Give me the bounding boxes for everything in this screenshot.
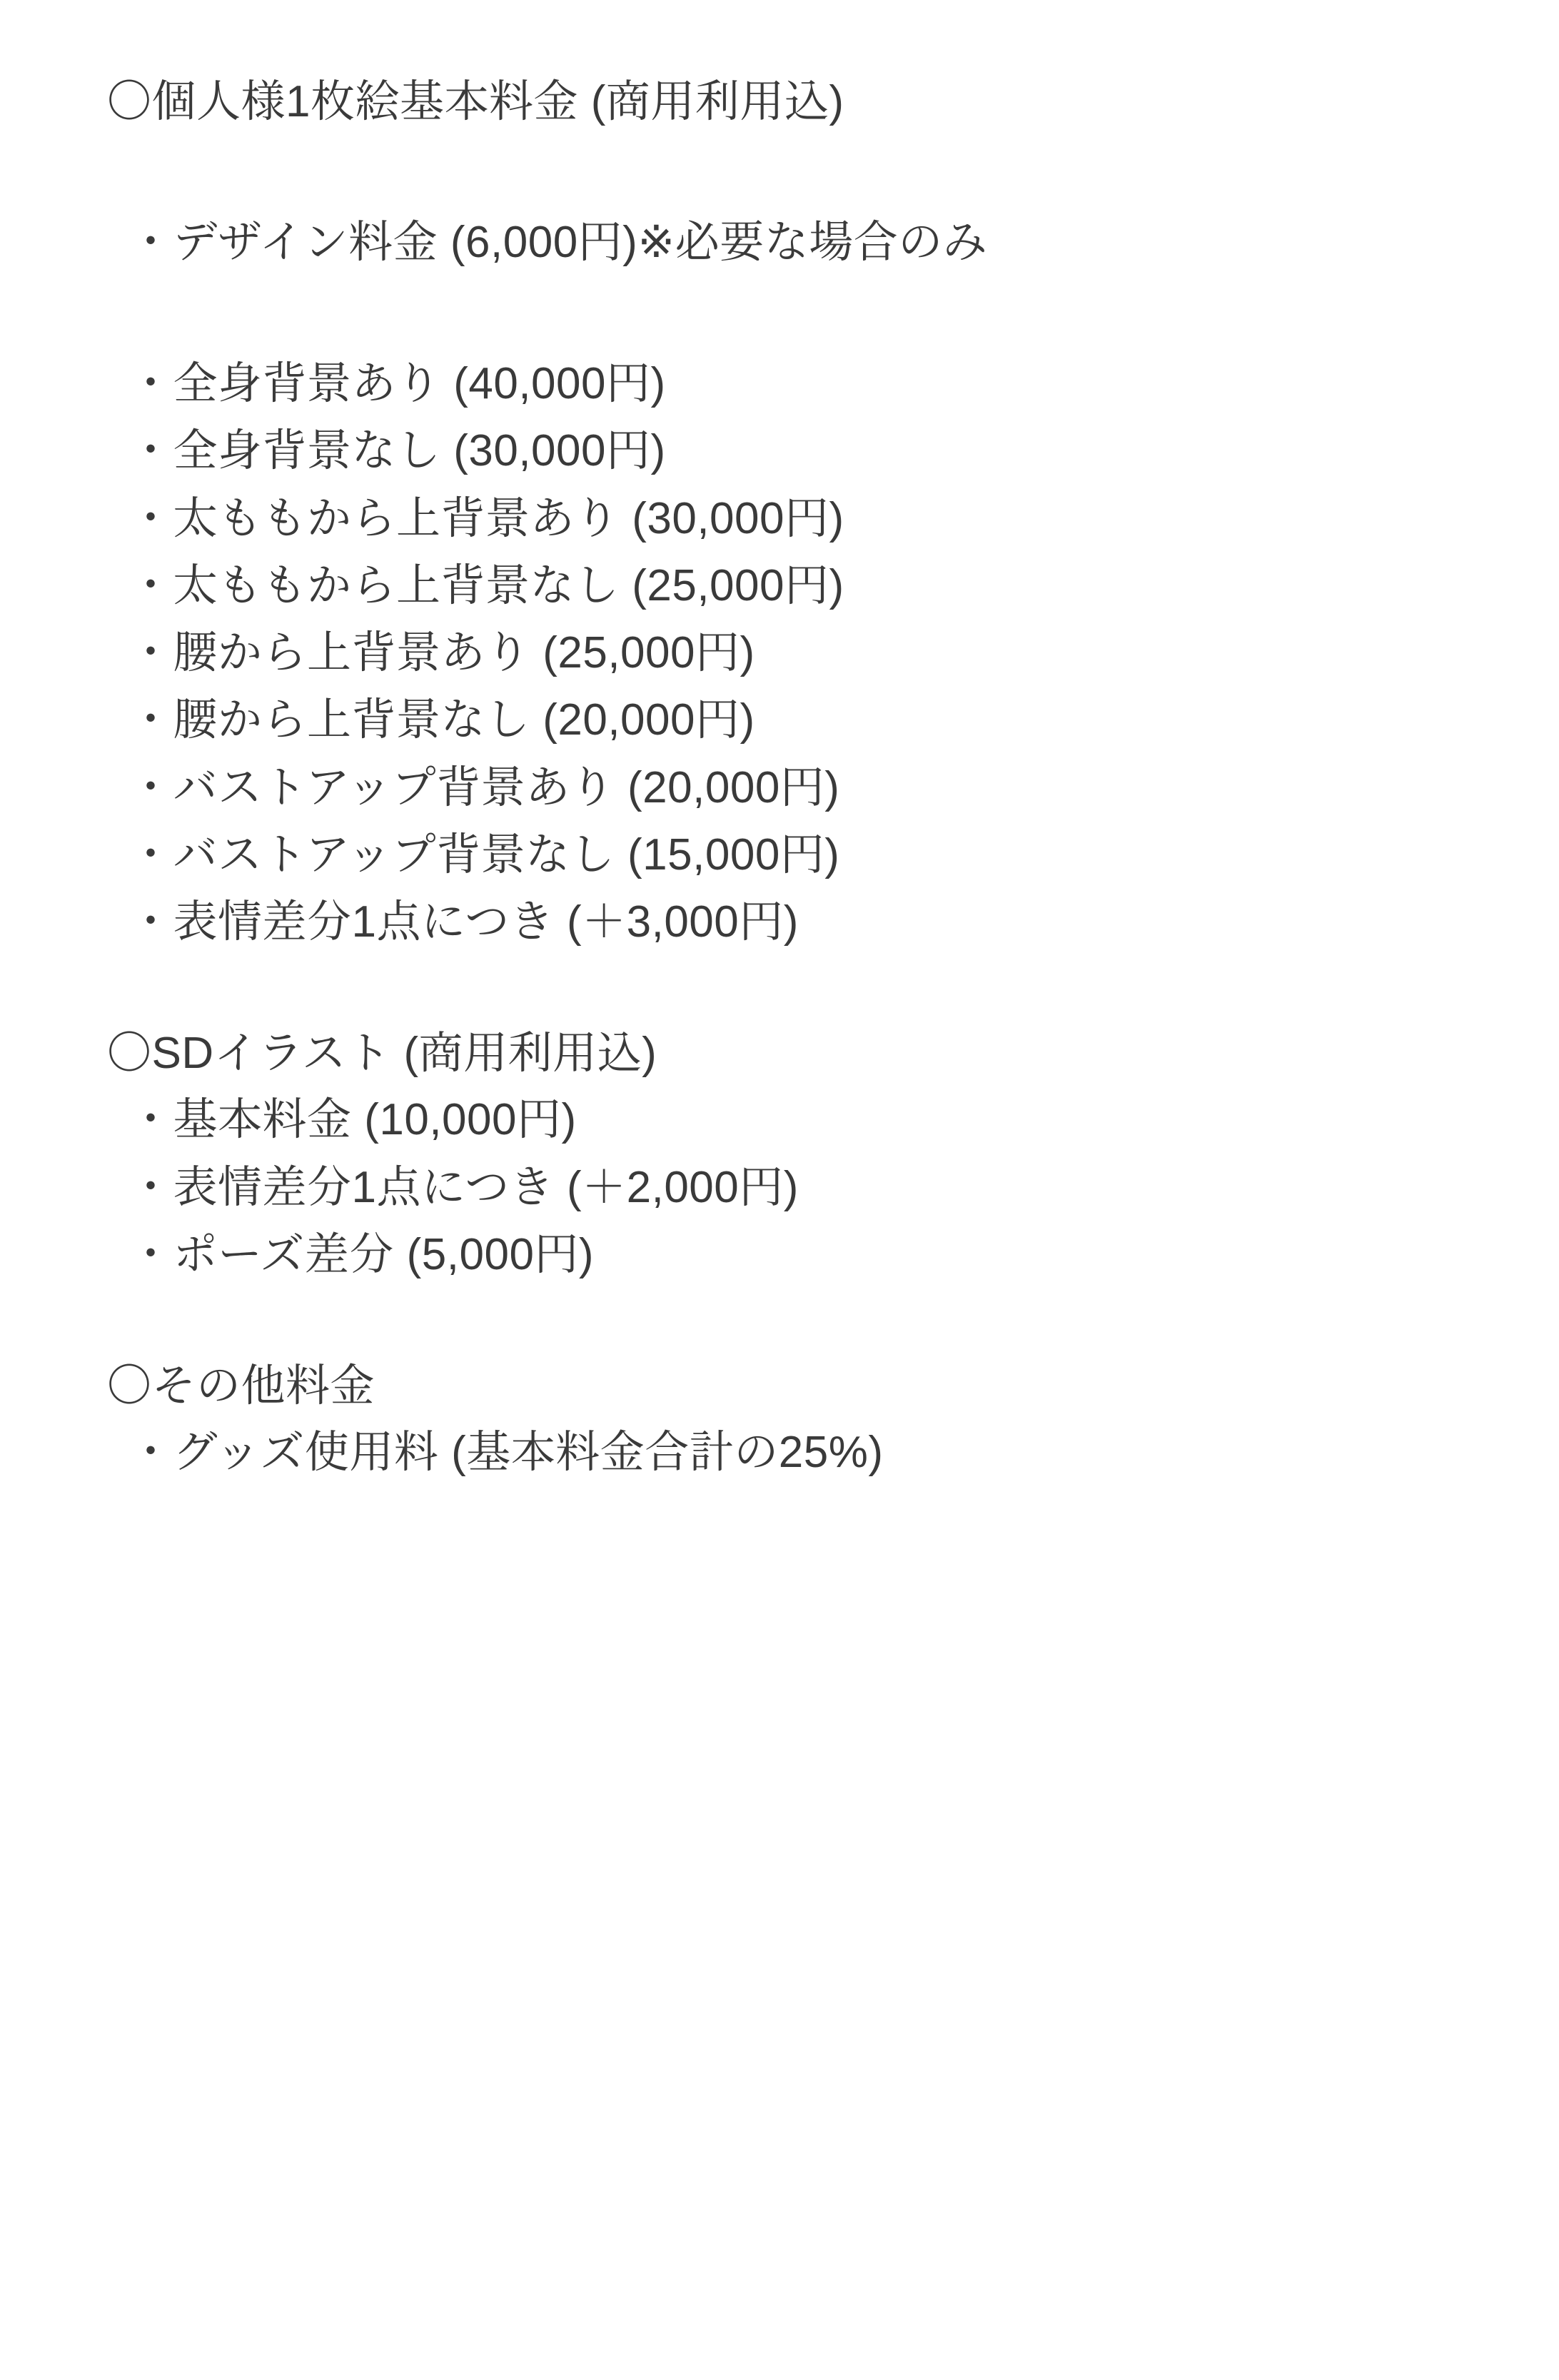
section-spacer bbox=[107, 956, 1452, 1020]
section-heading: 〇個人様1枚絵基本料金 (商用利用込) bbox=[107, 77, 844, 126]
section-personal-single-illustration bbox=[107, 69, 1452, 956]
price-item-design-fee: ・デザイン料金 (6,000円)※必要な場合のみ bbox=[128, 218, 988, 267]
price-item-bust-up-no-bg: ・バストアップ背景なし (15,000円) bbox=[128, 830, 840, 879]
price-item-thigh-up-with-bg: ・太ももから上背景あり (30,000円) bbox=[128, 493, 844, 543]
section-spacer bbox=[107, 1289, 1452, 1353]
section-sd-illustration bbox=[107, 1020, 1452, 1289]
spacer bbox=[107, 135, 1452, 209]
price-item-sd-pose-variant: ・ポーズ差分 (5,000円) bbox=[128, 1229, 595, 1279]
price-item-sd-expression-variant: ・表情差分1点につき (＋2,000円) bbox=[128, 1162, 799, 1212]
price-item-goods-usage-fee: ・グッズ使用料 (基本料金合計の25%) bbox=[128, 1428, 884, 1478]
spacer bbox=[107, 276, 1452, 351]
price-item-waist-up-no-bg: ・腰から上背景なし (20,000円) bbox=[128, 695, 755, 745]
price-item-waist-up-with-bg: ・腰から上背景あり (25,000円) bbox=[128, 628, 755, 678]
section-heading: 〇その他料金 bbox=[107, 1361, 375, 1411]
section-other-fees bbox=[107, 1353, 1452, 1486]
price-item-bust-up-with-bg: ・バストアップ背景あり (20,000円) bbox=[128, 762, 840, 812]
price-item-fullbody-no-bg: ・全身背景なし (30,000円) bbox=[128, 426, 666, 476]
price-item-sd-base-fee: ・基本料金 (10,000円) bbox=[128, 1095, 577, 1145]
price-item-expression-variant: ・表情差分1点につき (＋3,000円) bbox=[128, 897, 799, 947]
price-item-fullbody-with-bg: ・全身背景あり (40,000円) bbox=[128, 359, 666, 409]
section-heading: 〇SDイラスト (商用利用込) bbox=[107, 1029, 657, 1079]
price-item-thigh-up-no-bg: ・太ももから上背景なし (25,000円) bbox=[128, 560, 844, 610]
